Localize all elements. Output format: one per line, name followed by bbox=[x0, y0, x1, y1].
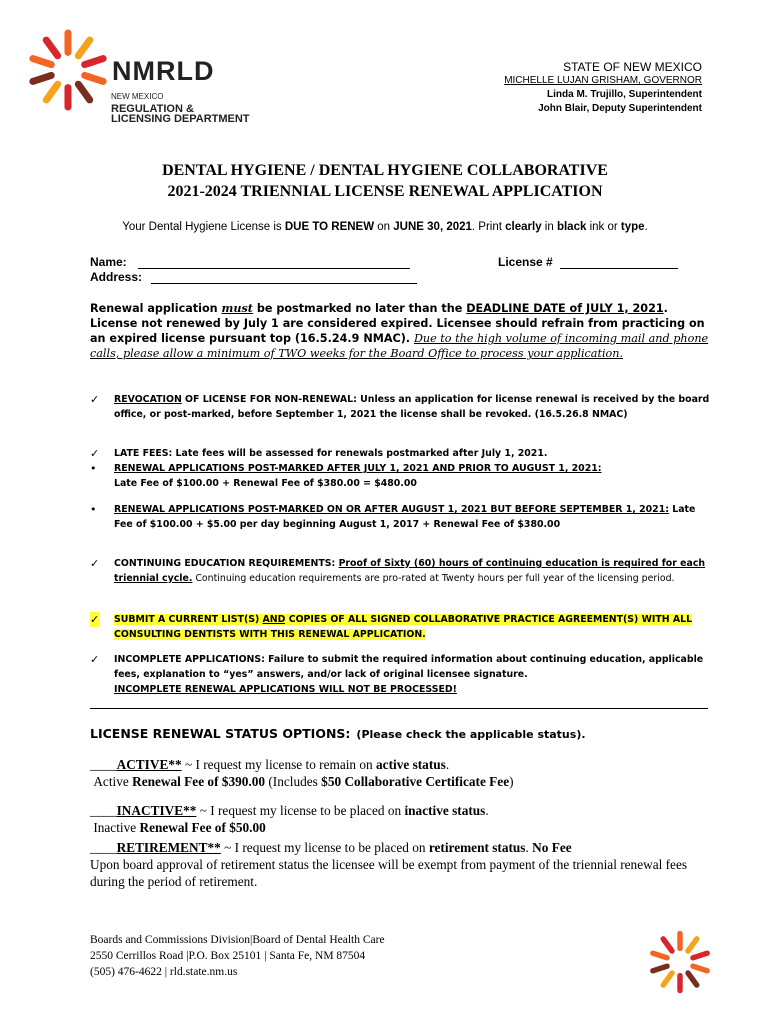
bullet-collaborative-agreements bbox=[90, 612, 714, 642]
retirement-text: ~ I request my license to be placed on bbox=[220, 840, 429, 855]
due-bold: DUE TO RENEW bbox=[284, 221, 375, 233]
active-fee-end: ) bbox=[509, 774, 514, 789]
renewal-deadline: DEADLINE DATE of JULY 1, 2021 bbox=[466, 302, 664, 315]
inactive-fee-pre: Inactive bbox=[93, 820, 140, 835]
state-name: STATE OF NEW MEXICO bbox=[563, 60, 702, 74]
due-bold: type bbox=[620, 221, 645, 233]
page-title bbox=[0, 160, 770, 202]
late-window-text: RENEWAL APPLICATIONS POST-MARKED AFTER JULY 1, 2021 AND PRIOR TO AUGUST 1, 2021: bbox=[114, 463, 602, 474]
renewal-after-label: RENEWAL APPLICATIONS POST-MARKED ON OR AFTER AUGUST 1, 2021 BUT BEFORE SEPTEMBER 1, 2021: bbox=[114, 504, 669, 515]
name-field[interactable] bbox=[90, 255, 410, 269]
due-text: . Print bbox=[471, 221, 506, 233]
due-text: ink or bbox=[586, 221, 621, 233]
active-label: ACTIVE** bbox=[116, 757, 182, 772]
due-text: . bbox=[644, 221, 648, 233]
address-label: Address: bbox=[90, 270, 143, 284]
footer-logo-icon bbox=[646, 928, 714, 996]
bullet-late-fees-window bbox=[90, 461, 714, 491]
check-icon: ✓ bbox=[90, 557, 100, 570]
retirement-status-text: retirement status bbox=[428, 840, 526, 855]
retirement-label: RETIREMENT** bbox=[116, 840, 221, 855]
late-window-fee: Late Fee of $100.00 + Renewal Fee of $380.00 = $480.00 bbox=[114, 478, 417, 489]
due-text: on bbox=[374, 221, 394, 233]
inactive-text: ~ I request my license to be placed on bbox=[196, 803, 405, 818]
renewal-text: Renewal application bbox=[90, 302, 222, 315]
deputy-name: John Blair, Deputy Superintendent bbox=[538, 103, 702, 114]
footer-phone-web: (505) 476-4622 | rld.state.nm.us bbox=[90, 966, 238, 978]
license-field[interactable] bbox=[498, 255, 678, 269]
status-options-heading bbox=[90, 726, 586, 741]
bullet-late-fees bbox=[90, 446, 714, 461]
active-fee-pre: Active bbox=[93, 774, 133, 789]
due-bold: clearly bbox=[505, 221, 542, 233]
inactive-label: INACTIVE** bbox=[116, 803, 197, 818]
retirement-checkbox-blank[interactable]: ____ bbox=[90, 840, 117, 855]
ce-proration: Continuing education requirements are pro-rated at Twenty hours per full year of the licensing period. bbox=[192, 573, 675, 584]
bullet-continuing-education bbox=[90, 556, 714, 586]
license-label: License # bbox=[498, 255, 553, 269]
inactive-checkbox-blank[interactable]: ____ bbox=[90, 803, 117, 818]
incomplete-warning: INCOMPLETE RENEWAL APPLICATIONS WILL NOT BE PROCESSED! bbox=[114, 684, 457, 695]
status-heading-sub: (Please check the applicable status). bbox=[356, 728, 586, 741]
inactive-status-text: inactive status bbox=[404, 803, 486, 818]
renewal-text: . License not renewed by July 1 are considered expired. Licensee should refrain from practicing on an expired license pursuant top (16.5.24.9 NMAC). bbox=[90, 302, 705, 345]
name-label: Name: bbox=[90, 255, 127, 269]
name-input-line[interactable] bbox=[138, 256, 410, 269]
active-status-text: active status bbox=[376, 757, 446, 772]
late-fees-text: LATE FEES: Late fees will be assessed for renewals postmarked after July 1, 2021. bbox=[114, 448, 548, 459]
revocation-text: OF LICENSE FOR NON-RENEWAL: Unless an application for license renewal is received by the board office, or post-marked, before September 1, 2021 the license shall be revoked. (16.5.26.8 NMAC) bbox=[114, 394, 710, 420]
logo-line-2: LICENSING DEPARTMENT bbox=[111, 113, 250, 125]
retirement-description: Upon board approval of retirement status the licensee will be exempt from payment of the triennial renewal fees during the period of retirement. bbox=[90, 857, 688, 889]
logo-line-1: REGULATION & bbox=[111, 103, 194, 115]
renewal-deadline-paragraph bbox=[90, 301, 710, 361]
submit-text: SUBMIT A CURRENT LIST(S) bbox=[114, 614, 263, 625]
due-text: in bbox=[541, 221, 557, 233]
ce-requirement: Proof of Sixty (60) hours of continuing education is required for each triennial cycle. bbox=[114, 558, 706, 584]
footer-address: 2550 Cerrillos Road |P.O. Box 25101 | Santa Fe, NM 87504 bbox=[90, 950, 366, 962]
logo-small-text: NEW MEXICO bbox=[111, 92, 164, 101]
bullet-dot-icon: • bbox=[90, 462, 97, 475]
submit-text: COPIES OF ALL SIGNED COLLABORATIVE PRACTICE AGREEMENT(S) WITH ALL CONSULTING DENTISTS WITH THIS RENEWAL APPLICATION. bbox=[114, 614, 693, 640]
inactive-fee: Renewal Fee of $50.00 bbox=[139, 820, 266, 835]
active-text: ~ I request my license to remain on bbox=[181, 757, 377, 772]
governor-name: MICHELLE LUJAN GRISHAM, GOVERNOR bbox=[504, 75, 702, 86]
due-text: Your Dental Hygiene License is bbox=[122, 221, 285, 233]
title-line-1: DENTAL HYGIENE / DENTAL HYGIENE COLLABORATIVE bbox=[162, 162, 608, 179]
collaborative-fee: $50 Collaborative Certificate Fee bbox=[321, 774, 510, 789]
renewal-must: must bbox=[221, 301, 253, 315]
due-notice bbox=[0, 221, 770, 233]
logo-wordmark: NMRLD bbox=[112, 56, 215, 86]
status-option-inactive[interactable]: ____INACTIVE** ~ I request my license to be placed on inactive status. Inactive Renewal Fee of $50.00 bbox=[90, 803, 489, 835]
check-icon: ✓ bbox=[90, 393, 100, 406]
check-icon: ✓ bbox=[90, 447, 100, 460]
check-icon: ✓ bbox=[90, 613, 100, 626]
title-line-2: 2021-2024 TRIENNIAL LICENSE RENEWAL APPLICATION bbox=[167, 183, 603, 200]
footer-division: Boards and Commissions Division|Board of Dental Health Care bbox=[90, 934, 385, 946]
bullet-incomplete-applications bbox=[90, 652, 714, 697]
footer-contact bbox=[90, 932, 385, 980]
bullet-revocation bbox=[90, 392, 714, 422]
license-input-line[interactable] bbox=[560, 256, 678, 269]
check-icon: ✓ bbox=[90, 653, 100, 666]
due-date: JUNE 30, 2021 bbox=[393, 221, 472, 233]
superintendent-name: Linda M. Trujillo, Superintendent bbox=[547, 89, 702, 100]
bullet-dot-icon: • bbox=[90, 503, 97, 516]
revocation-label: REVOCATION bbox=[114, 394, 182, 405]
address-input-line[interactable] bbox=[151, 271, 417, 284]
renewal-text: be postmarked no later than the bbox=[252, 302, 467, 315]
submit-and: AND bbox=[262, 614, 286, 625]
bullet-renewal-after-august bbox=[90, 502, 714, 532]
status-option-retirement[interactable]: ____RETIREMENT** ~ I request my license to be placed on retirement status. No Fee Upon board approval of retirement status the licensee will be exempt from payment of the triennial renewal fees during the period of retirement. bbox=[90, 840, 688, 889]
active-fee-mid: (Includes bbox=[265, 774, 322, 789]
retirement-no-fee: No Fee bbox=[532, 840, 572, 855]
ce-label: CONTINUING EDUCATION REQUIREMENTS: bbox=[114, 558, 339, 569]
renewal-after-fee: Late Fee of $100.00 + $5.00 per day beginning August 1, 2017 + Renewal Fee of $380.00 bbox=[114, 504, 696, 530]
state-officials-block bbox=[504, 60, 702, 116]
section-divider bbox=[90, 708, 708, 709]
active-fee: Renewal Fee of $390.00 bbox=[132, 774, 266, 789]
status-heading-text: LICENSE RENEWAL STATUS OPTIONS: bbox=[90, 726, 351, 741]
status-option-active[interactable]: ____ACTIVE** ~ I request my license to remain on active status. Active Renewal Fee of $390.00 (Includes $50 Collaborative Certificate Fee) bbox=[90, 757, 514, 789]
logo-subtitle bbox=[111, 92, 250, 124]
renewal-processing-note: Due to the high volume of incoming mail and phone calls, please allow a minimum of TWO weeks for the Board Office to process your application. bbox=[90, 332, 709, 360]
nmrld-logo-icon bbox=[24, 26, 112, 114]
due-bold: black bbox=[556, 221, 587, 233]
active-checkbox-blank[interactable]: ____ bbox=[90, 757, 117, 772]
address-field[interactable] bbox=[90, 270, 417, 284]
incomplete-text: INCOMPLETE APPLICATIONS: Failure to submit the required information about continuing education, applicable fees, explanation to “yes” answers, and/or lack of original licensee signature. bbox=[114, 654, 704, 680]
